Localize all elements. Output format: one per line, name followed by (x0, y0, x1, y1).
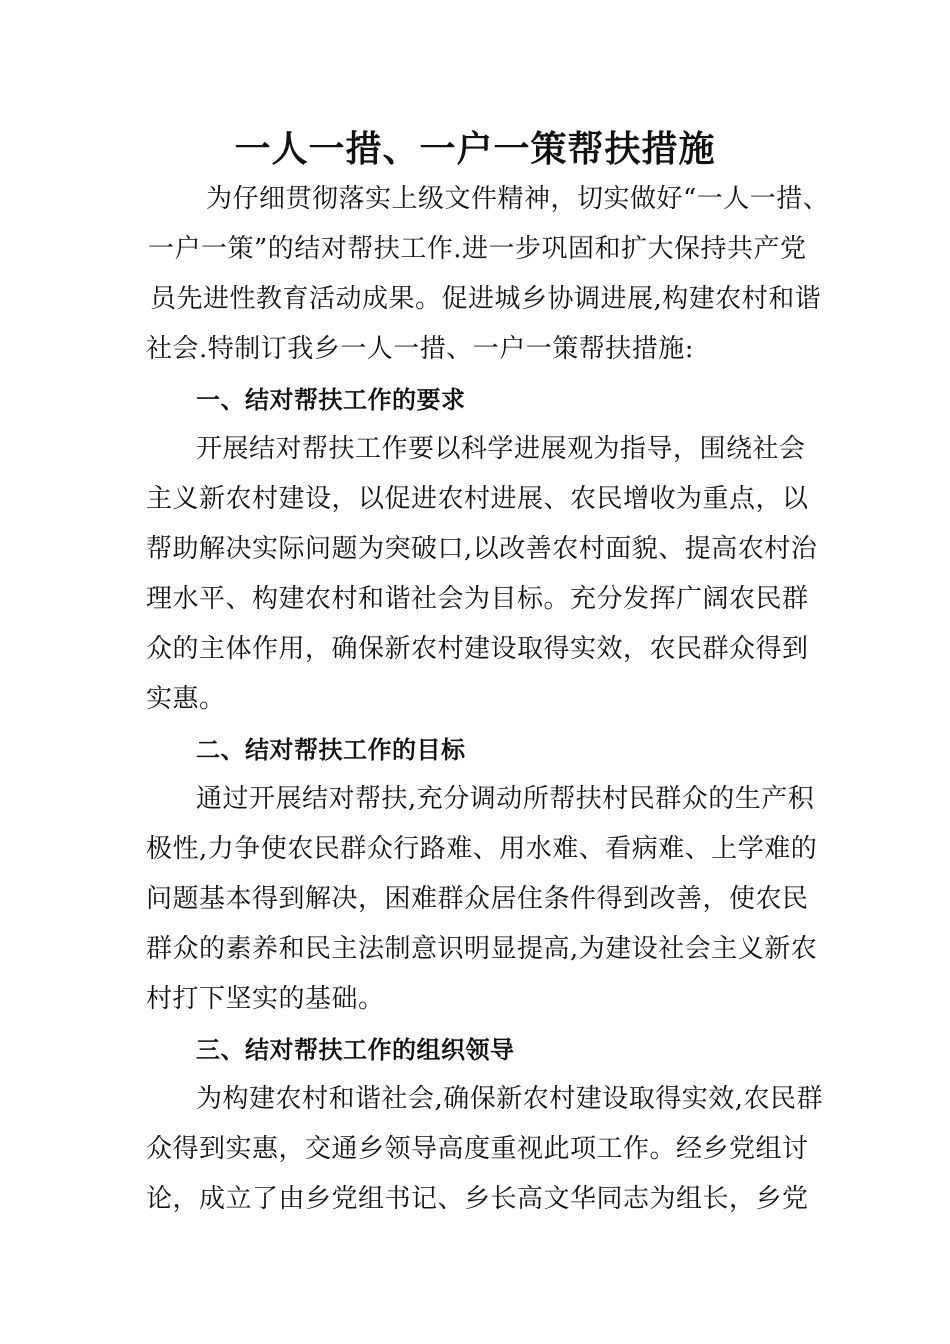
section-2-heading: 二、结对帮扶工作的目标 (196, 736, 466, 764)
section-2-line-5: 村打下坚实的基础。 (146, 984, 385, 1014)
intro-line-2: 一户一策”的结对帮扶工作.进一步巩固和扩大保持共产党 (148, 234, 807, 264)
intro-line-4: 社会.特制订我乡一人一措、一户一策帮扶措施: (146, 334, 695, 364)
section-1-line-4: 理水平、构建农村和谐社会为目标。充分发挥广阔农民群 (146, 584, 809, 614)
document-title: 一人一措、一户一策帮扶措施 (234, 129, 716, 170)
section-3-heading: 三、结对帮扶工作的组织领导 (196, 1036, 515, 1064)
section-1-line-6: 实惠。 (146, 684, 226, 714)
section-1-line-3: 帮助解决实际问题为突破口,以改善农村面貌、提高农村治 (146, 534, 818, 564)
section-2-line-2: 极性,力争使农民群众行路难、用水难、看病难、上学难的 (146, 834, 818, 864)
section-1-heading: 一、结对帮扶工作的要求 (196, 386, 466, 414)
section-1-line-5: 众的主体作用，确保新农村建设取得实效，农民群众得到 (146, 634, 809, 664)
section-1-line-2: 主义新农村建设，以促进农村进展、农民增收为重点，以 (146, 484, 809, 514)
section-3-line-3: 论，成立了由乡党组书记、乡长高文华同志为组长，乡党 (146, 1184, 809, 1214)
section-2-line-1: 通过开展结对帮扶,充分调动所帮扶村民群众的生产积 (196, 784, 815, 814)
section-3-line-2: 众得到实惠，交通乡领导高度重视此项工作。经乡党组讨 (146, 1134, 809, 1164)
section-2-line-4: 群众的素养和民主法制意识明显提高,为建设社会主义新农 (146, 934, 818, 964)
section-2-line-3: 问题基本得到解决，困难群众居住条件得到改善，使农民 (146, 884, 809, 914)
section-3-line-1: 为构建农村和谐社会,确保新农村建设取得实效,农民群 (196, 1084, 824, 1114)
section-1-line-1: 开展结对帮扶工作要以科学进展观为指导，围绕社会 (196, 434, 806, 464)
intro-line-3: 员先进性教育活动成果。促进城乡协调进展,构建农村和谐 (150, 284, 822, 314)
intro-line-1: 为仔细贯彻落实上级文件精神，切实做好“一人一措、 (206, 184, 830, 214)
